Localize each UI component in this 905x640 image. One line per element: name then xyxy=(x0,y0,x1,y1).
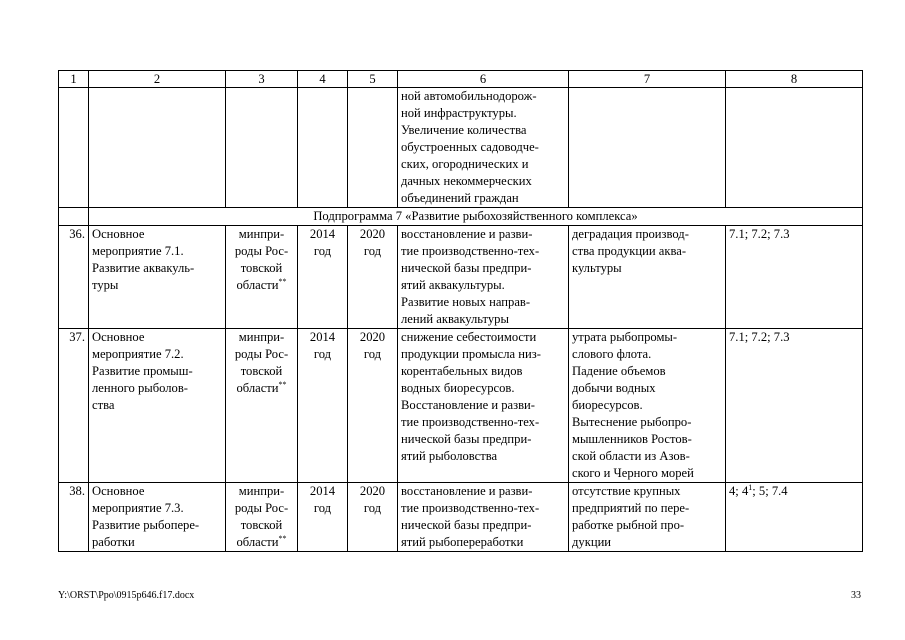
cell-line: слового флота. xyxy=(572,347,652,361)
cell-line xyxy=(229,277,294,294)
file-path: Y:\ORST\Ppo\0915p646.f17.docx xyxy=(58,590,195,601)
cell-line: ства xyxy=(92,398,115,412)
header-col-5: 5 xyxy=(348,71,398,88)
cell-line: Основное xyxy=(92,330,145,344)
end-year-cell xyxy=(348,483,398,552)
consequences-cell xyxy=(569,483,726,552)
result-cell xyxy=(398,483,569,552)
cell-line: тие производственно-тех- xyxy=(401,244,540,258)
cell-line: Основное xyxy=(92,227,145,241)
header-col-6: 6 xyxy=(398,71,569,88)
footnote-mark: 1 xyxy=(748,482,753,492)
continuation-row xyxy=(59,88,863,208)
cell-line: ства продукции аква- xyxy=(572,244,687,258)
header-row xyxy=(59,71,863,88)
links-cell: 7.1; 7.2; 7.3 xyxy=(726,329,863,483)
cell-text: ; 5; 7.4 xyxy=(752,484,788,498)
header-col-4: 4 xyxy=(298,71,348,88)
header-col-2: 2 xyxy=(89,71,226,88)
cell-line: корентабельных видов xyxy=(401,364,523,378)
cell-line: восстановление и разви- xyxy=(401,227,533,241)
cell-line: ной автомобильнодорож- xyxy=(401,89,537,103)
cell-line: Восстановление и разви- xyxy=(401,398,535,412)
cell-line: мероприятие 7.1. xyxy=(92,244,184,258)
consequences-cell xyxy=(569,226,726,329)
program-table xyxy=(58,70,863,552)
cell-text: 4; 4 xyxy=(729,484,749,498)
cell-line: минпри- xyxy=(238,330,285,344)
row-number: 37. xyxy=(59,329,89,483)
footnote-mark: ** xyxy=(278,379,287,389)
cell-line: Развитие новых направ- xyxy=(401,295,531,309)
end-year-cell xyxy=(348,226,398,329)
header-col-7: 7 xyxy=(569,71,726,88)
cell-line: биоресурсов. xyxy=(572,398,643,412)
cell-line: минпри- xyxy=(238,484,285,498)
cell-line: ятий аквакультуры. xyxy=(401,278,505,292)
cell-line: ятий рыбопереработки xyxy=(401,535,524,549)
cell-line: год xyxy=(313,244,332,258)
cell-line: снижение себестоимости xyxy=(401,330,537,344)
cell-line: дачных некоммерческих xyxy=(401,174,532,188)
cell-text: области xyxy=(236,381,279,395)
cell-line: год xyxy=(363,347,382,361)
cell-line: ской области из Азов- xyxy=(572,449,690,463)
cell-line: минпри- xyxy=(238,227,285,241)
cell-line: дукции xyxy=(572,535,612,549)
measure-name-cell xyxy=(89,483,226,552)
cell-line: ленного рыболов- xyxy=(92,381,188,395)
start-year-cell xyxy=(298,483,348,552)
consequences-cell xyxy=(569,329,726,483)
table-row xyxy=(59,329,863,483)
footnote-mark: ** xyxy=(278,533,287,543)
cell-line: Падение объемов xyxy=(572,364,666,378)
cell-line: мышленников Ростов- xyxy=(572,432,692,446)
cell-line: Основное xyxy=(92,484,145,498)
cell-line: Увеличение количества xyxy=(401,123,527,137)
cell-line: 2014 xyxy=(309,484,336,498)
cell-line: товской xyxy=(240,518,283,532)
cell-line: 2014 xyxy=(309,330,336,344)
table-row xyxy=(59,226,863,329)
cell-line: утрата рыбопромы- xyxy=(572,330,678,344)
cell-text: области xyxy=(236,278,279,292)
cell-line: Развитие промыш- xyxy=(92,364,193,378)
cell-line: лений аквакультуры xyxy=(401,312,509,326)
end-year-cell xyxy=(348,329,398,483)
start-year-cell xyxy=(298,226,348,329)
cell-line: предприятий по пере- xyxy=(572,501,690,515)
cell-line: 2014 xyxy=(309,227,336,241)
cell-line: год xyxy=(313,501,332,515)
cell-line: ной инфраструктуры. xyxy=(401,106,517,120)
result-cell xyxy=(398,329,569,483)
cell-line: год xyxy=(363,501,382,515)
result-cell xyxy=(398,226,569,329)
cell-line: 2020 xyxy=(359,484,386,498)
cell-line: товской xyxy=(240,364,283,378)
footnote-mark: ** xyxy=(278,276,287,286)
cell-line: добычи водных xyxy=(572,381,656,395)
cell-line: Развитие аквакуль- xyxy=(92,261,195,275)
cell-line: туры xyxy=(92,278,119,292)
cell-line: восстановление и разви- xyxy=(401,484,533,498)
cell-line: отсутствие крупных xyxy=(572,484,681,498)
cell-line xyxy=(229,380,294,397)
cell-line: Развитие рыбопере- xyxy=(92,518,200,532)
cell-line: мероприятие 7.3. xyxy=(92,501,184,515)
executor-cell xyxy=(226,226,298,329)
cell-line: ятий рыболовства xyxy=(401,449,498,463)
cell-line: водных биоресурсов. xyxy=(401,381,515,395)
start-year-cell xyxy=(298,329,348,483)
cell-line: нической базы предпри- xyxy=(401,518,532,532)
subprogram-title: Подпрограмма 7 «Развитие рыбохозяйственного комплекса» xyxy=(89,208,863,226)
cell-text: области xyxy=(236,535,279,549)
cell-line: роды Рос- xyxy=(234,347,289,361)
cell-line: деградация производ- xyxy=(572,227,689,241)
cell-line: год xyxy=(363,244,382,258)
measure-name-cell xyxy=(89,329,226,483)
cell-line xyxy=(229,534,294,551)
cell-line: культуры xyxy=(572,261,622,275)
cell-line: роды Рос- xyxy=(234,501,289,515)
row-number: 36. xyxy=(59,226,89,329)
header-col-8: 8 xyxy=(726,71,863,88)
executor-cell xyxy=(226,483,298,552)
cell-line: тие производственно-тех- xyxy=(401,501,540,515)
cell-line: мероприятие 7.2. xyxy=(92,347,184,361)
cell-line: товской xyxy=(240,261,283,275)
row-number: 38. xyxy=(59,483,89,552)
cell-line: нической базы предпри- xyxy=(401,432,532,446)
executor-cell xyxy=(226,329,298,483)
cell-line: ских, огороднических и xyxy=(401,157,529,171)
subprogram-row xyxy=(59,208,863,226)
cell-line: нической базы предпри- xyxy=(401,261,532,275)
measure-name-cell xyxy=(89,226,226,329)
page-number: 33 xyxy=(851,590,861,601)
cell-line: объединений граждан xyxy=(401,191,519,205)
links-cell: 7.1; 7.2; 7.3 xyxy=(726,226,863,329)
cell-line: тие производственно-тех- xyxy=(401,415,540,429)
cell-line: продукции промысла низ- xyxy=(401,347,541,361)
cell-line: работке рыбной про- xyxy=(572,518,685,532)
header-col-1: 1 xyxy=(59,71,89,88)
cell-line: роды Рос- xyxy=(234,244,289,258)
cell-line: Вытеснение рыбопро- xyxy=(572,415,692,429)
header-col-3: 3 xyxy=(226,71,298,88)
cell-line: 2020 xyxy=(359,330,386,344)
cell-line: год xyxy=(313,347,332,361)
table-row xyxy=(59,483,863,552)
links-cell xyxy=(726,483,863,552)
cell-line: ского и Черного морей xyxy=(572,466,694,480)
cell-line: работки xyxy=(92,535,135,549)
cell-line: обустроенных садоводче- xyxy=(401,140,539,154)
continuation-result-cell xyxy=(398,88,569,208)
cell-line: 2020 xyxy=(359,227,386,241)
